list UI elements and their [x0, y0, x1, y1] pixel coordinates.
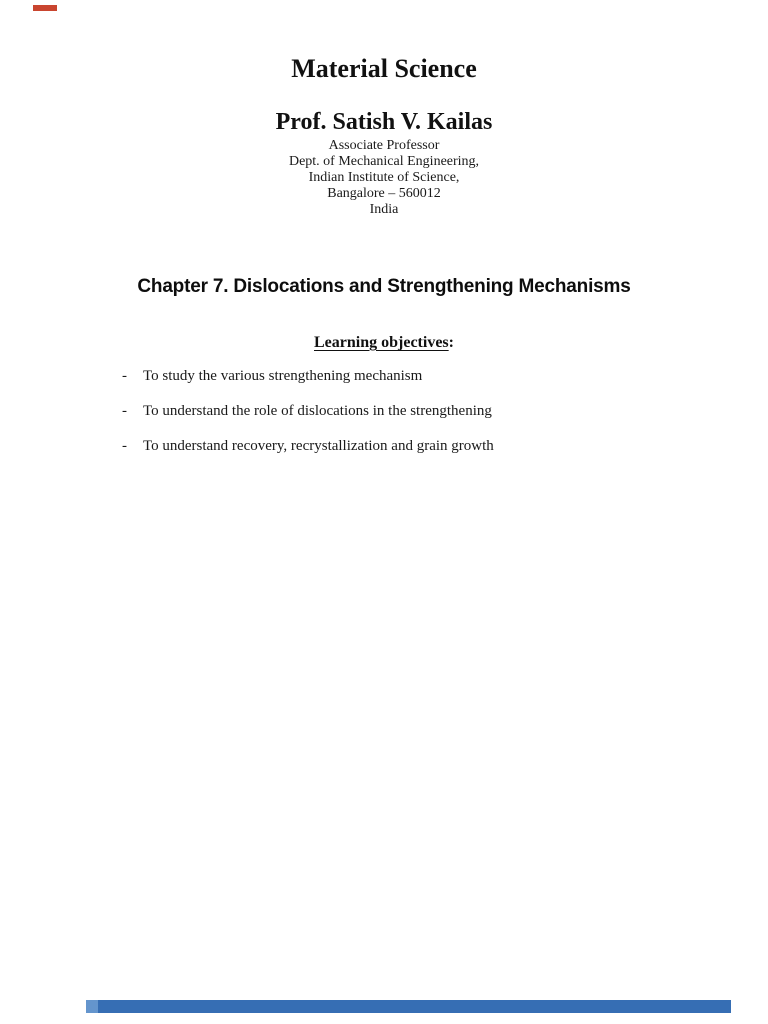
document-title: Material Science: [291, 54, 477, 83]
chapter-heading: Chapter 7. Dislocations and Strengthening Mechanisms: [137, 276, 631, 297]
affiliation-block: [0, 138, 768, 218]
affiliation-line: Dept. of Mechanical Engineering,: [288, 154, 480, 169]
affiliation-line: Bangalore – 560012: [327, 186, 441, 201]
list-item: [0, 437, 768, 456]
objectives-list: [0, 367, 768, 472]
objectives-heading-colon: :: [448, 334, 454, 351]
objectives-heading: [0, 334, 768, 352]
bullet-dash: -: [122, 403, 127, 419]
objective-text: To study the various strengthening mechanism: [143, 368, 423, 384]
objective-text: To understand recovery, recrystallization and grain growth: [143, 438, 494, 454]
bullet-dash: -: [122, 368, 127, 384]
list-item: [0, 402, 768, 421]
affiliation-line: India: [369, 202, 399, 217]
list-item: [0, 367, 768, 386]
objectives-heading-text: Learning objectives: [314, 334, 449, 351]
viewer-bottom-bar: [86, 1000, 731, 1013]
viewer-top-left-marker: [33, 5, 57, 11]
affiliation-line: Indian Institute of Science,: [308, 170, 460, 185]
affiliation-line: Associate Professor: [328, 138, 440, 153]
bullet-dash: -: [122, 438, 127, 454]
objective-text: To understand the role of dislocations in the strengthening: [143, 403, 492, 419]
author-name: Prof. Satish V. Kailas: [275, 109, 493, 135]
viewer-bottom-bar-cap: [86, 1000, 98, 1013]
